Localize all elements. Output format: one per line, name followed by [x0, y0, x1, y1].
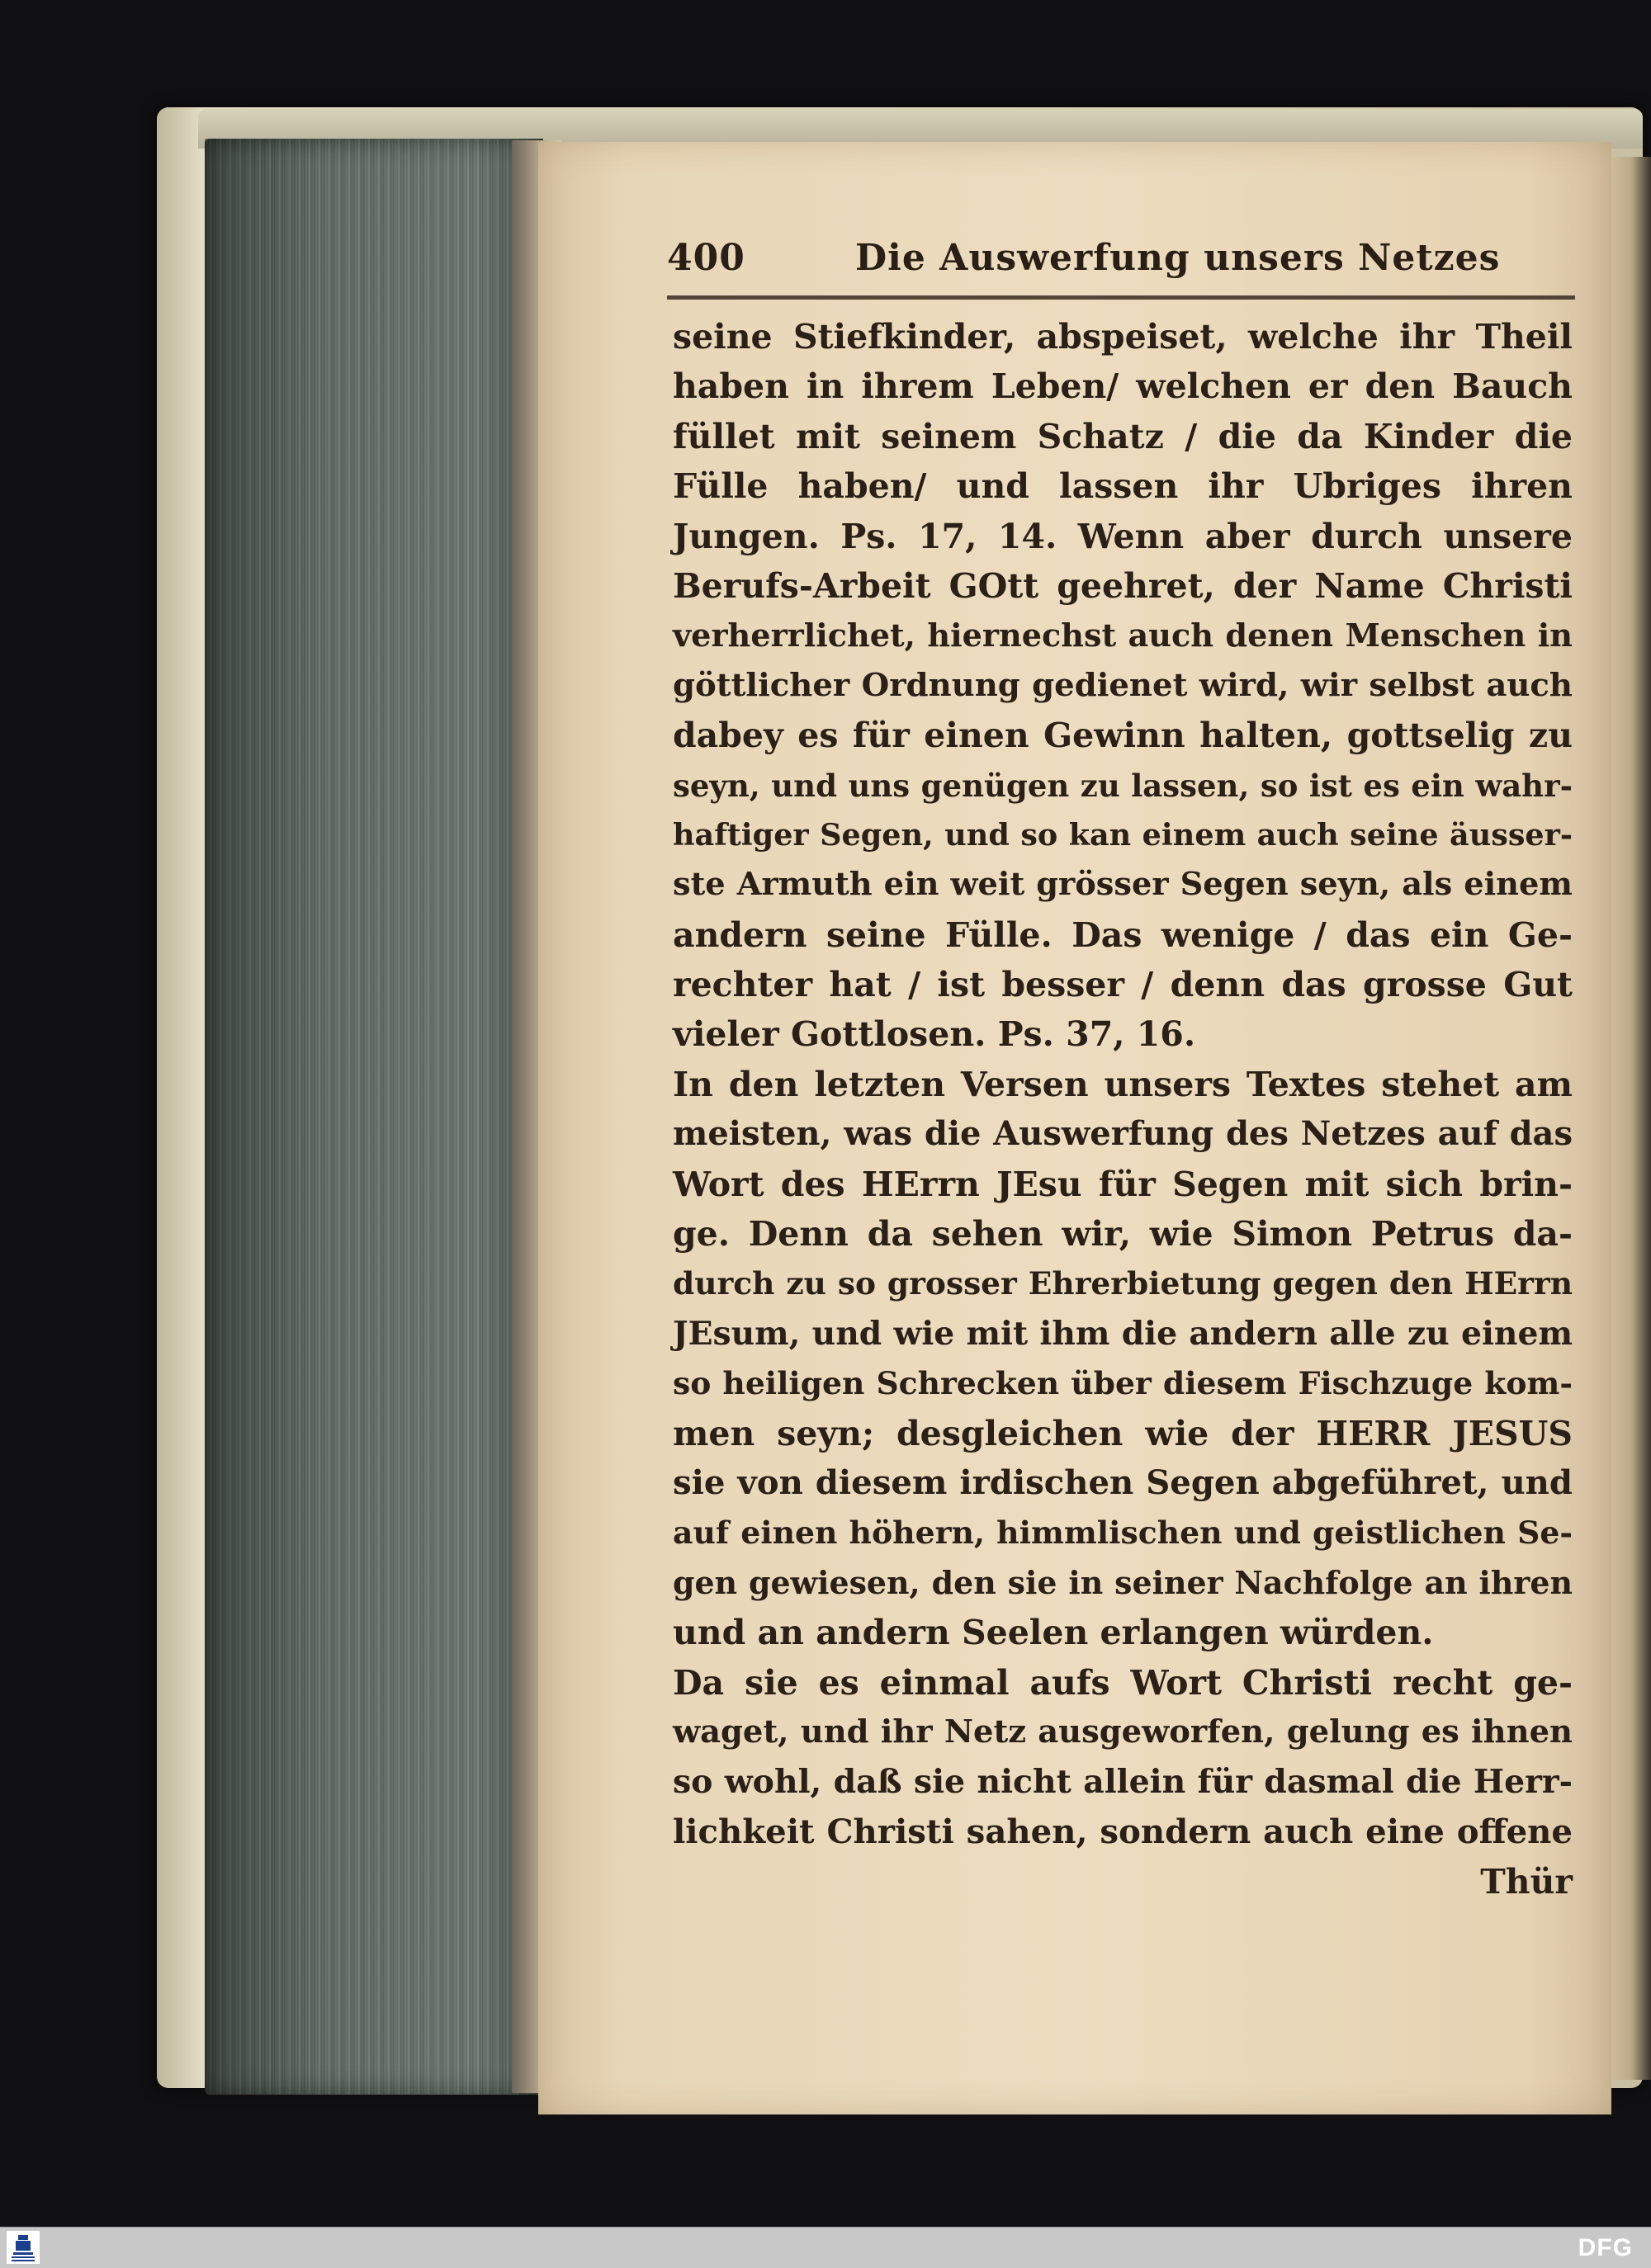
body-text [673, 312, 1573, 1907]
text-line: verherrlichet, hiernechst auch denen Menschen in [673, 617, 1573, 654]
text-line: meisten, was die Auswerfung des Netzes auf das [673, 1114, 1573, 1154]
text-line: füllet mit seinem Schatz / die da Kinder die [673, 416, 1573, 456]
text-line: so heiligen Schrecken über diesem Fischzuge kom- [673, 1365, 1573, 1402]
page-number: 400 [667, 237, 745, 279]
viewer-bottom-bar [0, 2227, 1651, 2268]
text-line: durch zu so grosser Ehrerbietung gegen den HErrn [673, 1265, 1573, 1302]
text-line: JEsum, und wie mit ihm die andern alle zu einem [673, 1314, 1573, 1353]
text-line: Da sie es einmal aufs Wort Christi recht ge- [673, 1662, 1573, 1703]
running-title: Die Auswerfung unsers Netzes [855, 237, 1501, 279]
text-line: seine Stiefkinder, abspeiset, welche ihr Theil [673, 317, 1573, 357]
text-line: auf einen höhern, himmlischen und geistlichen Se- [673, 1514, 1573, 1552]
facing-page-edge [1611, 157, 1651, 2080]
text-line: Jungen. Ps. 17, 14. Wenn aber durch unsere [673, 516, 1573, 556]
text-line: waget, und ihr Netz ausgeworfen, gelung es ihnen [673, 1713, 1573, 1751]
text-line: men seyn; desgleichen wie der HERR JESUS [673, 1413, 1573, 1453]
text-line: sie von diesem irdischen Segen abgeführet, und [673, 1462, 1573, 1502]
dfg-logo: DFG [1578, 2234, 1633, 2261]
catchword: Thür [1480, 1862, 1573, 1902]
header-rule [667, 295, 1575, 300]
text-line: Fülle haben/ und lassen ihr Ubriges ihren [673, 466, 1573, 507]
text-line: In den letzten Versen unsers Textes stehet am [673, 1064, 1573, 1104]
text-line: göttlicher Ordnung gedienet wird, wir selbst auch [673, 666, 1573, 704]
text-line: so wohl, daß sie nicht allein für dasmal die Herr- [673, 1763, 1573, 1802]
text-line: rechter hat / ist besser / denn das grosse Gut [673, 965, 1573, 1005]
page-block-shading [205, 139, 543, 2095]
text-line: dabey es für einen Gewinn halten, gottselig zu [673, 716, 1573, 756]
text-line: Berufs-Arbeit GOtt geehret, der Name Christi [673, 565, 1573, 606]
text-line: seyn, und uns genügen zu lassen, so ist es ein wahr- [673, 767, 1573, 804]
text-line: lichkeit Christi sahen, sondern auch eine offene [673, 1812, 1573, 1851]
library-logo-icon [7, 2231, 40, 2264]
text-line: haftiger Segen, und so kan einem auch seine äusser- [673, 816, 1573, 853]
text-line: vieler Gottlosen. Ps. 37, 16. [673, 1014, 1196, 1055]
text-line: und an andern Seelen erlangen würden. [673, 1613, 1434, 1653]
text-line: gen gewiesen, den sie in seiner Nachfolge an ihren [673, 1563, 1573, 1601]
text-line: ste Armuth ein weit grösser Segen seyn, als einem [673, 866, 1573, 904]
text-line: ge. Denn da sehen wir, wie Simon Petrus da- [673, 1214, 1573, 1254]
text-line: Wort des HErrn JEsu für Segen mit sich brin- [673, 1164, 1573, 1204]
text-line: haben in ihrem Leben/ welchen er den Bauch [673, 366, 1573, 407]
text-line: andern seine Fülle. Das wenige / das ein Ge- [673, 914, 1573, 955]
running-head [667, 233, 1575, 284]
